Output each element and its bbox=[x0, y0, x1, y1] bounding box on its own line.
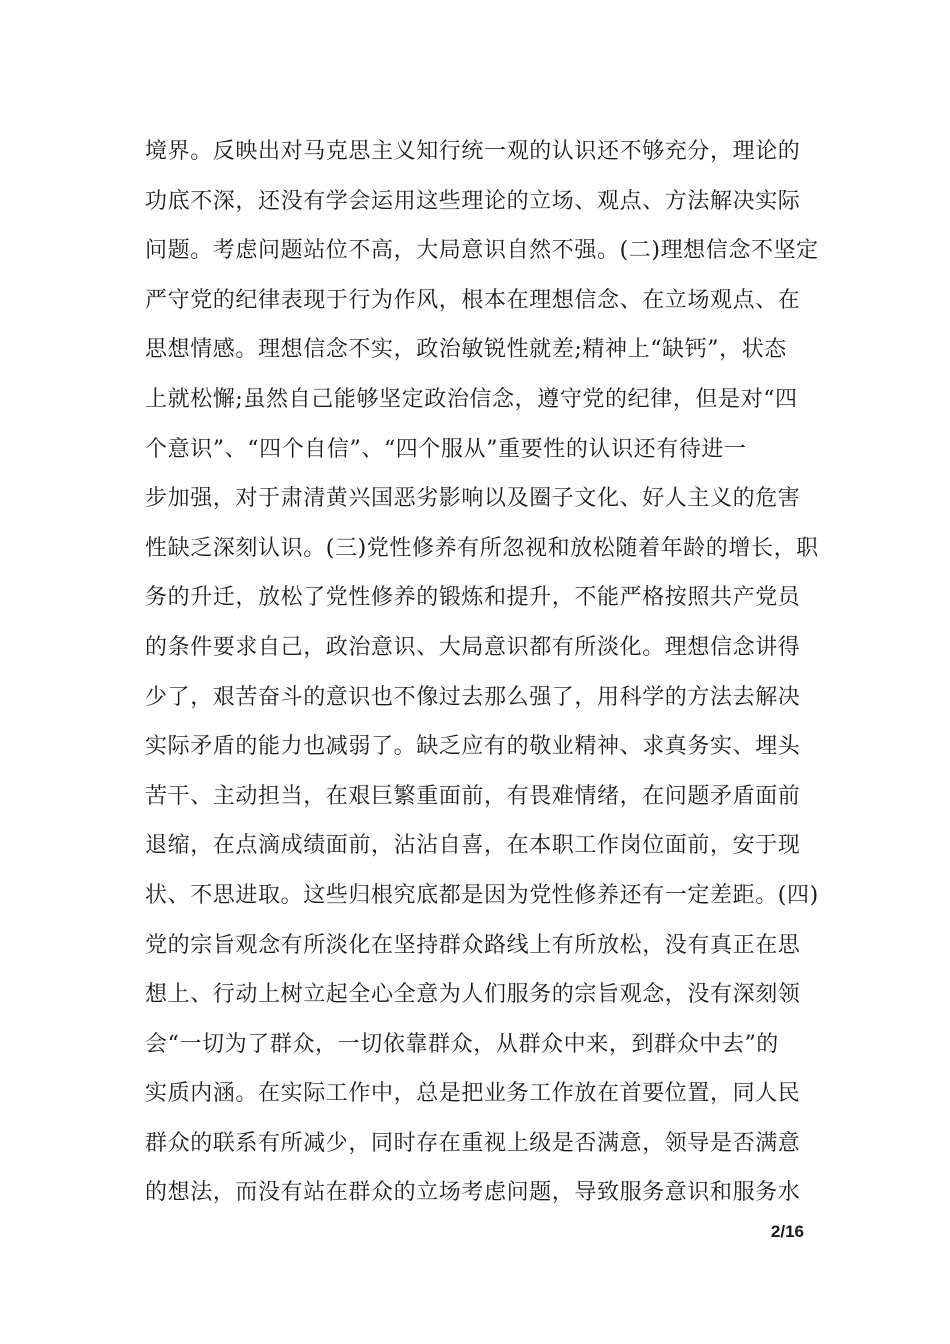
body-text bbox=[145, 127, 819, 1218]
text-line: 状、不思进取。这些归根究底都是因为党性修养还有一定差距。(四) bbox=[145, 882, 819, 908]
text-line: 少了，艰苦奋斗的意识也不像过去那么强了，用科学的方法去解决 bbox=[145, 684, 801, 710]
text-line: 步加强，对于肃清黄兴国恶劣影响以及圈子文化、好人主义的危害 bbox=[145, 486, 801, 512]
text-line: 苦干、主动担当，在艰巨繁重面前，有畏难情绪，在问题矛盾面前 bbox=[145, 783, 801, 809]
page-number: 2/16 bbox=[770, 1222, 804, 1241]
text-line: 党的宗旨观念有所淡化在坚持群众路线上有所放松，没有真正在思 bbox=[145, 932, 801, 958]
text-line: 实质内涵。在实际工作中，总是把业务工作放在首要位置，同人民 bbox=[145, 1081, 801, 1107]
text-line: 群众的联系有所减少，同时存在重视上级是否满意，领导是否满意 bbox=[145, 1130, 801, 1156]
text-line: 的想法，而没有站在群众的立场考虑问题，导致服务意识和服务水 bbox=[145, 1180, 801, 1206]
text-line: 个意识”、“四个自信”、“四个服从”重要性的认识还有待进一 bbox=[145, 436, 747, 462]
text-line: 思想情感。理想信念不实，政治敏锐性就差;精神上“缺钙”，状态 bbox=[145, 337, 787, 363]
text-line: 想上、行动上树立起全心全意为人们服务的宗旨观念，没有深刻领 bbox=[145, 982, 801, 1008]
text-line: 实际矛盾的能力也减弱了。缺乏应有的敬业精神、求真务实、埋头 bbox=[145, 734, 801, 760]
text-line: 境界。反映出对马克思主义知行统一观的认识还不够充分，理论的 bbox=[145, 139, 801, 164]
text-line: 问题。考虑问题站位不高，大局意识自然不强。(二)理想信念不坚定 bbox=[145, 238, 819, 264]
text-line: 性缺乏深刻认识。(三)党性修养有所忽视和放松随着年龄的增长，职 bbox=[145, 535, 819, 561]
text-line: 功底不深，还没有学会运用这些理论的立场、观点、方法解决实际 bbox=[145, 188, 801, 214]
text-line: 的条件要求自己，政治意识、大局意识都有所淡化。理想信念讲得 bbox=[145, 634, 801, 660]
text-line: 会“一切为了群众，一切依靠群众，从群众中来，到群众中去”的 bbox=[145, 1031, 779, 1057]
text-line: 务的升迁，放松了党性修养的锻炼和提升，不能严格按照共产党员 bbox=[145, 585, 801, 611]
text-line: 退缩，在点滴成绩面前，沾沾自喜，在本职工作岗位面前，安于现 bbox=[145, 833, 801, 859]
text-line: 上就松懈;虽然自己能够坚定政治信念，遵守党的纪律，但是对“四 bbox=[145, 386, 798, 412]
text-line: 严守党的纪律表现于行为作风，根本在理想信念、在立场观点、在 bbox=[145, 287, 801, 313]
